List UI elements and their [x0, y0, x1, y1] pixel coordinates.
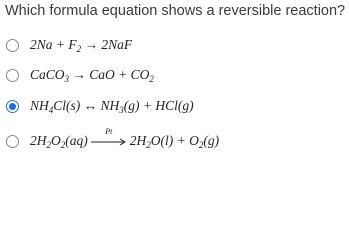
answer-option-3[interactable] [0, 91, 349, 121]
answer-option-2[interactable] [0, 60, 349, 90]
radio-button-2[interactable] [6, 69, 19, 82]
right-arrow-icon [90, 136, 128, 148]
equation-1: $2Na + F_2 \to 2NaF$ [30, 37, 133, 54]
radio-button-1[interactable] [6, 39, 19, 52]
radio-button-4[interactable] [6, 135, 19, 148]
equation-2: CaCO$_3$ → CaO + $CO_2$ [30, 67, 154, 84]
radio-button-3-selected[interactable] [6, 100, 19, 113]
catalyst-arrow [90, 126, 128, 148]
answer-option-1[interactable] [0, 30, 349, 60]
answer-option-4[interactable] [0, 126, 349, 156]
equation-4: $2H_2O_2(aq)$ Pt $2H_2O(l) + O_2(g)$ [30, 126, 220, 150]
question-text: Which formula equation shows a reversible reaction? [5, 3, 346, 19]
equation-3: $NH_4Cl(s)$ ↔ $NH_3(g) + HCl(g)$ [30, 98, 194, 115]
catalyst-label: Pt [105, 126, 113, 136]
